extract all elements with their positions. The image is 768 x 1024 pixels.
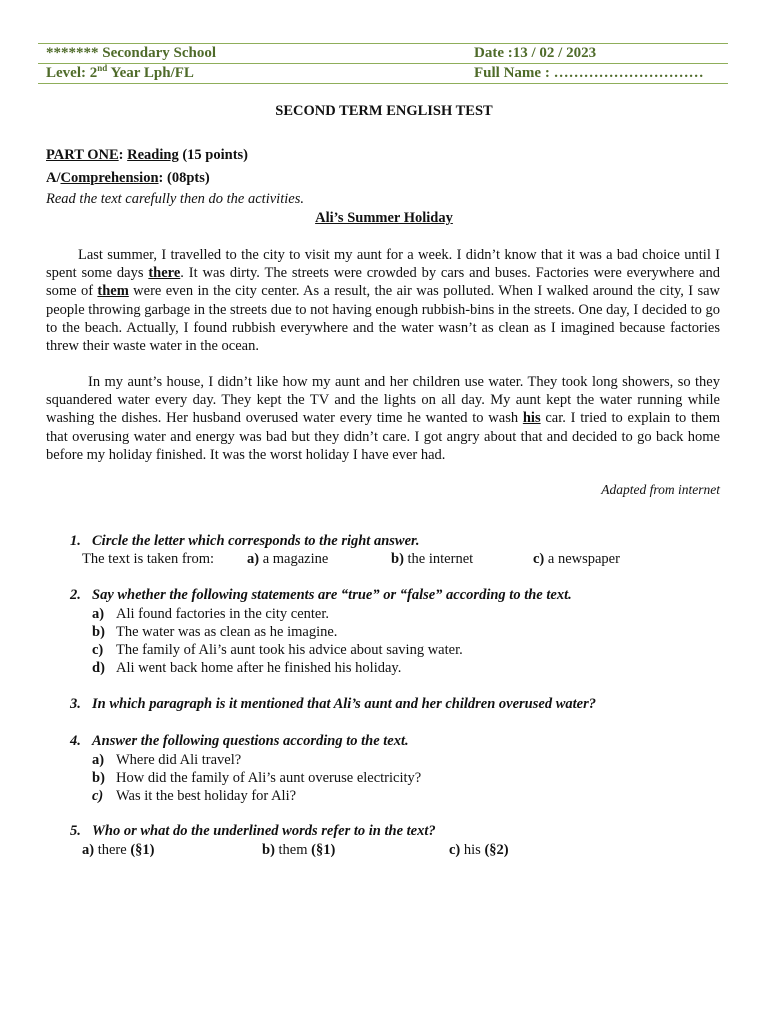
- q4-item-c-letter: c): [92, 788, 104, 804]
- q4-item-c-text: Was it the best holiday for Ali?: [116, 788, 297, 804]
- q2-item-b-letter: b): [92, 624, 105, 640]
- q5-option-b-word: them: [274, 842, 312, 858]
- q2-item-d-letter: d): [92, 660, 105, 676]
- q4-number: 4.: [70, 733, 81, 749]
- test-title: SECOND TERM ENGLISH TEST: [275, 103, 493, 119]
- q4-item-c: [92, 787, 296, 805]
- q1-option-c-letter: c): [533, 551, 545, 567]
- para1-part-c: were even in the city center. As a result, the air was polluted. When I walked around the city, I saw people throwing garbage in the streets due to not having enough rubbish-bins in the streets. One day, I decided to go to the beach. Actually, I found rubbish everywhere and the water wasn’t as clean as I imagined because factories threw their waste water in the ocean.: [46, 283, 721, 355]
- comprehension-points: : (08pts): [158, 170, 210, 186]
- q5-number: 5.: [70, 823, 81, 839]
- q4-text: Answer the following questions according to the text.: [92, 733, 409, 749]
- q2-text: Say whether the following statements are “true” or “false” according to the text.: [92, 587, 572, 603]
- instruction: Read the text carefully then do the activities.: [46, 191, 304, 207]
- q1-stem: The text is taken from:: [82, 551, 215, 567]
- question-2: [70, 587, 730, 604]
- level-suffix: Year Lph/FL: [107, 65, 194, 81]
- q4-item-a-text: Where did Ali travel?: [116, 752, 242, 768]
- q3-text: In which paragraph is it mentioned that Ali’s aunt and her children overused water?: [92, 696, 596, 712]
- q2-item-a-letter: a): [92, 606, 105, 622]
- q2-item-a: [92, 605, 329, 623]
- q5-option-b-ref: (§1): [311, 842, 336, 858]
- q2-item-c-letter: c): [92, 642, 104, 658]
- q1-option-c: [533, 551, 620, 568]
- q5-option-c-ref: (§2): [484, 842, 509, 858]
- para2-part-b: car. I tried to explain to them that overusing water and energy was bad but they didn’t care. I got angry about that and decided to go back home before my holiday finished. It was the worst holiday I have ever had.: [46, 410, 720, 463]
- q1-text: Circle the letter which corresponds to the right answer.: [92, 533, 420, 549]
- q5-option-a-letter: a): [82, 842, 95, 858]
- q5-option-c-word: his: [460, 842, 485, 858]
- q2-item-c: [92, 641, 463, 659]
- school-name: ******* Secondary School: [46, 45, 217, 61]
- q1-option-b-letter: b): [391, 551, 404, 567]
- q4-item-b-letter: b): [92, 770, 105, 786]
- q1-option-b-text: the internet: [403, 551, 474, 567]
- q5-option-c: [449, 842, 509, 859]
- q1-number: 1.: [70, 533, 81, 549]
- q5-option-a-ref: (§1): [130, 842, 155, 858]
- q2-item-a-text: Ali found factories in the city center.: [116, 606, 329, 622]
- part-one-label: PART ONE: [46, 147, 119, 163]
- para1-part-a: Last summer, I travelled to the city to visit my aunt for a week. I didn’t know that it was a bad choice until I spent some days: [46, 247, 720, 282]
- q4-item-b-text: How did the family of Ali’s aunt overuse electricity?: [116, 770, 422, 786]
- para1-part-b: . It was dirty. The streets were crowded by cars and buses. Factories were everywhere and some of: [46, 265, 721, 300]
- q5-option-a-word: there: [94, 842, 131, 858]
- q1-option-a: [247, 551, 328, 568]
- level-sup: nd: [97, 63, 108, 73]
- part-one-colon: :: [118, 147, 128, 163]
- q1-option-b: [391, 551, 473, 568]
- q5-option-c-letter: c): [449, 842, 461, 858]
- q1-option-c-text: a newspaper: [544, 551, 620, 567]
- q5-option-a: [82, 842, 155, 859]
- comprehension-prefix: A/: [46, 170, 61, 186]
- part-one-points: (15 points): [178, 147, 249, 163]
- paragraph-2: [46, 373, 720, 464]
- question-4: [70, 733, 730, 750]
- q3-number: 3.: [70, 696, 81, 712]
- exam-header: [38, 43, 728, 84]
- q2-item-b: [92, 623, 337, 641]
- underlined-word-them: them: [97, 283, 129, 300]
- underlined-word-there: there: [148, 265, 181, 282]
- q5-option-b: [262, 842, 335, 859]
- question-5: [70, 823, 730, 840]
- q4-item-a-letter: a): [92, 752, 105, 768]
- q2-item-b-text: The water was as clean as he imagine.: [116, 624, 338, 640]
- part-one-heading: [46, 147, 722, 164]
- comprehension-label: Comprehension: [60, 170, 159, 186]
- underlined-word-his: his: [522, 410, 541, 427]
- para2-part-a: In my aunt’s house, I didn’t like how my aunt and her children use water. They took long showers, so they squandered water every day. They kept the TV and the lights on all day. My aunt kept the water running while washing the dishes. Her husband overused water every time he wanted to wash: [46, 374, 720, 427]
- class-level: [38, 64, 466, 83]
- level-prefix: Level: 2: [46, 65, 98, 81]
- q2-number: 2.: [70, 587, 81, 603]
- passage-title: Ali’s Summer Holiday: [315, 210, 453, 226]
- q1-option-a-letter: a): [247, 551, 260, 567]
- q4-item-a: [92, 751, 241, 769]
- source-note: Adapted from internet: [601, 482, 720, 497]
- q4-item-b: [92, 769, 421, 787]
- header-row-1: [38, 44, 728, 63]
- paragraph-1: [46, 246, 720, 355]
- part-one-section: Reading: [127, 147, 179, 163]
- q5-text: Who or what do the underlined words refer to in the text?: [92, 823, 436, 839]
- q1-option-a-text: a magazine: [259, 551, 329, 567]
- q2-item-c-text: The family of Ali’s aunt took his advice about saving water.: [116, 642, 463, 658]
- comprehension-heading: [46, 170, 722, 187]
- exam-date: Date :13 / 02 / 2023: [474, 45, 597, 61]
- question-3: [70, 696, 730, 713]
- header-row-2: [38, 63, 728, 83]
- full-name-field: Full Name : …………………………: [474, 65, 704, 81]
- q2-item-d-text: Ali went back home after he finished his holiday.: [116, 660, 402, 676]
- question-1: [70, 533, 730, 550]
- q2-item-d: [92, 659, 401, 677]
- q5-option-b-letter: b): [262, 842, 275, 858]
